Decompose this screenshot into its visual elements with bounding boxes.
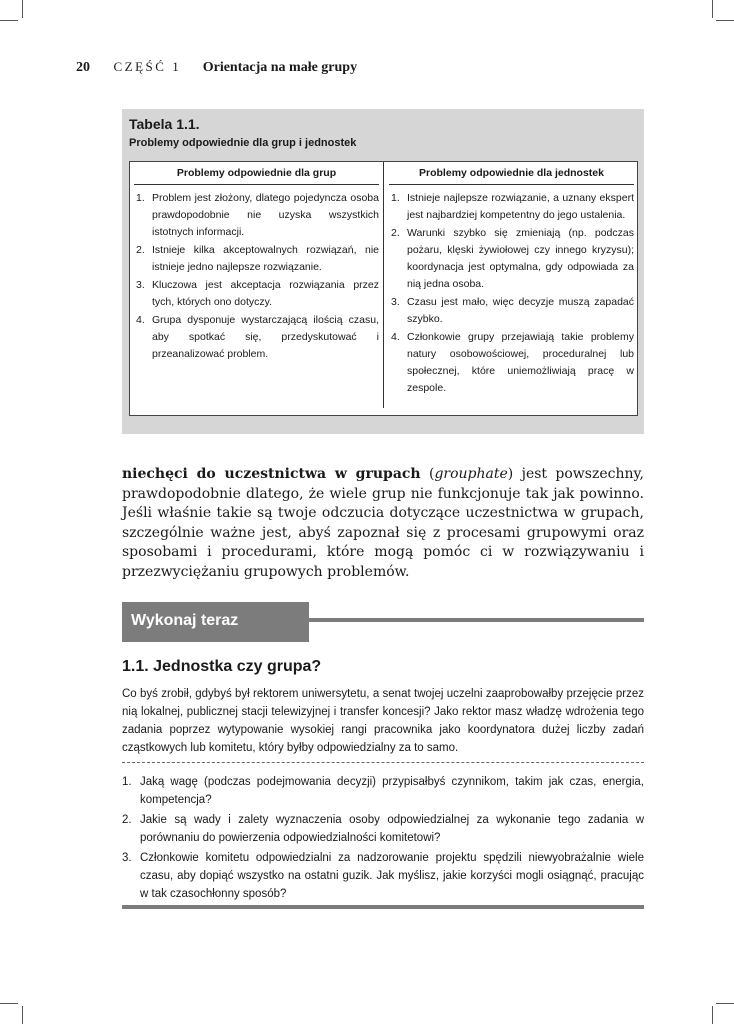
question-item: 2. Jakie są wady i zalety wyznaczenia osoby odpowiedzialnej za wykonanie tego zadania w porównaniu do powierzenia odpowiedzialności komitetowi? [122,814,644,844]
table-grid [129,161,638,416]
column-header-groups: Problemy odpowiednie dla grup [134,162,379,185]
crop-mark [712,1006,713,1024]
column-divider [383,162,384,408]
running-head [76,59,357,76]
body-paragraph: niechęci do uczestnictwa w grupach (grouphate) jest powszechny, prawdopodobnie dlatego, że wiele grup nie funkcjonuje tak jak powinno. Jeśli właśnie takie są twoje odczucia dotyczące uczestnictwa w grupach, szczególnie ważne jest, abyś zapoznał się z procesami grupowymi oraz sposobami i procedurami, które mogą pomóc ci w rozwiązywaniu i przezwyciężaniu grupowych problemów. [122,466,644,580]
exercise-title: 1.1. Jednostka czy grupa? [122,658,322,675]
table-box [122,109,644,434]
column-header-individuals: Problemy odpowiednie dla jednostek [389,162,634,185]
italic-term: grouphate [434,466,508,482]
exercise-intro: Co byś zrobił, gdybyś był rektorem uniwersytetu, a senat twojej uczelni zaaprobowałby przejęcie przez nią lokalnej, publicznej stacji telewizyjnej i transfer koncesji? Jako rektor masz władzę wdrożenia tego zadania poprzez wytypowanie wysokiej rangi pracownika jako koordynatora dużej liczby zadań cząstkowych lub komitetu, który byłby odpowiedzialny za to samo. [122,688,644,754]
column-groups [134,162,379,364]
exercise-banner: Wykonaj teraz [122,602,309,642]
list-item: 4. Grupa dysponuje wystarczającą ilością czasu, aby spotkać się, przedyskutować i przeanalizować problem. [136,314,379,360]
chapter-title: Orientacja na małe grupy [202,60,358,75]
part-label: CZĘŚĆ 1 [113,59,182,74]
dashed-separator [122,762,644,763]
list-item: 2. Warunki szybko się zmieniają (np. podczas pożaru, klęski żywiołowej czy innego kryzysu); koordynacja jest optymalna, gdy odpowiada za nią jedna osoba. [391,227,634,290]
question-item: 3. Członkowie komitetu odpowiedzialni za nadzorowanie projektu spędzili niewyobrażalnie wiele czasu, aby dopiąć wszystko na ostatni guzik. Jak myślisz, jakie korzyści mogli osiągnąć, pracując w tak czasochłonny sposób? [122,852,644,900]
list-item: 1. Istnieje najlepsze rozwiązanie, a uznany ekspert jest najbardziej kompetentny do jego ustalenia. [391,192,634,221]
crop-mark [22,0,23,18]
banner-rule [309,618,644,622]
column-individuals [389,162,634,398]
table-subcaption: Problemy odpowiednie dla grup i jednostek [129,137,357,149]
list-item: 2. Istnieje kilka akceptowalnych rozwiązań, nie istnieje jedno najlepsze rozwiązanie. [136,244,379,273]
crop-mark [22,1006,23,1024]
crop-mark [0,20,18,21]
question-item: 1. Jaką wagę (podczas podejmowania decyzji) przypisałbyś czynnikom, takim jak czas, energia, kompetencja? [122,776,644,806]
crop-mark [712,0,713,18]
crop-mark [0,1003,18,1004]
groups-list [134,185,379,363]
individuals-list [389,185,634,397]
page-number: 20 [76,60,90,75]
table-caption: Tabela 1.1. [129,116,200,132]
crop-mark [716,1003,734,1004]
bold-term: niechęci do uczestnictwa w grupach [122,466,421,482]
list-item: 3. Czasu jest mało, więc decyzje muszą zapadać szybko. [391,296,634,325]
question-list [122,773,644,905]
crop-mark [716,20,734,21]
list-item: 1. Problem jest złożony, dlatego pojedyncza osoba prawdopodobnie nie uzyska wszystkich istotnych informacji. [136,192,379,238]
list-item: 4. Członkowie grupy przejawiają takie problemy natury osobowościowej, proceduralnej lub społecznej, które uniemożliwiają pracę w zespole. [391,331,634,394]
bottom-rule [122,905,644,909]
list-item: 3. Kluczowa jest akceptacja rozwiązania przez tych, których ono dotyczy. [136,279,379,308]
